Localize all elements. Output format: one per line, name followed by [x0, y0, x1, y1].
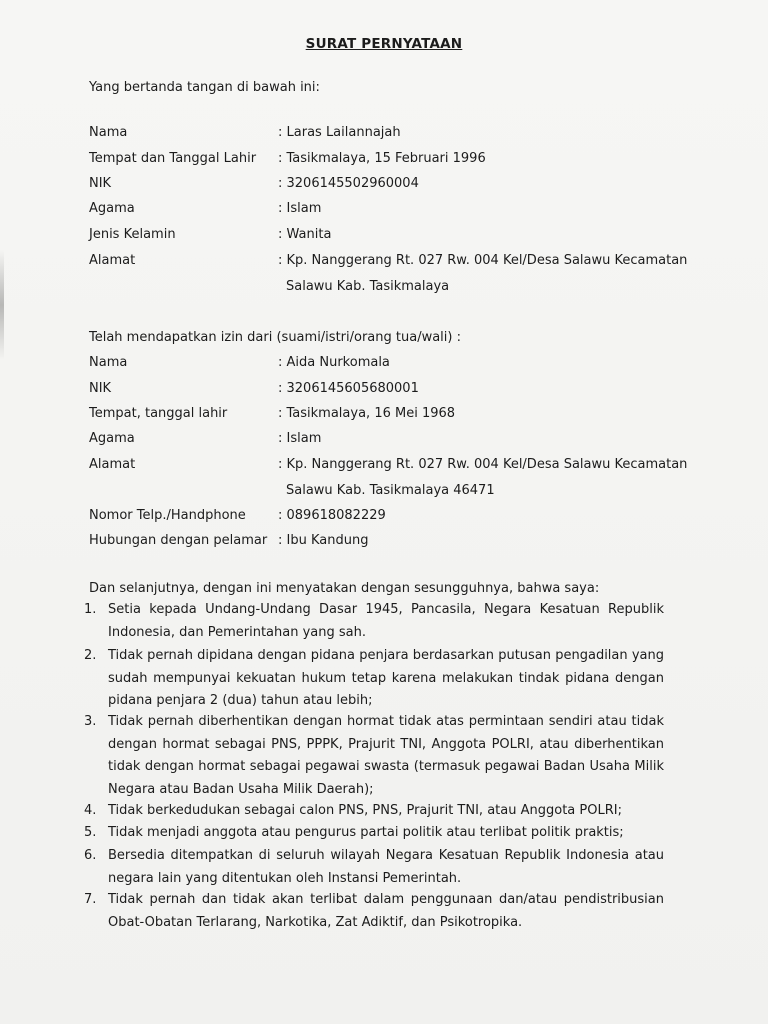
field-value: : Wanita [278, 227, 332, 242]
statement-text: Setia kepada Undang-Undang Dasar 1945, Pancasila, Negara Kesatuan Republik Indonesia, dan Pemerintahan yang sah. [108, 602, 664, 640]
field-value: : Laras Lailannajah [278, 125, 401, 140]
field-label: Tempat, tanggal lahir [89, 406, 228, 421]
applicant-nik-row [89, 176, 729, 196]
applicant-gender-row [89, 227, 729, 247]
field-label: NIK [89, 176, 112, 191]
field-label: Agama [89, 431, 135, 446]
statement-text: Tidak pernah dipidana dengan pidana penjara berdasarkan putusan pengadilan yang sudah mempunyai kekuatan hukum tetap karena melakukan tindak pidana dengan pidana penjara 2 (dua) tahun atau lebih; [108, 648, 664, 708]
statement-number: 1. [84, 602, 97, 617]
field-value: : Tasikmalaya, 16 Mei 1968 [278, 406, 456, 421]
guardian-name-row [89, 355, 729, 375]
statement-text: Tidak pernah diberhentikan dengan hormat tidak atas permintaan sendiri atau tidak dengan hormat sebagai PNS, PPPK, Prajurit TNI, Anggota POLRI, atau diberhentikan tidak dengan hormat sebagai pegawai swasta (termasuk pegawai Badan Usaha Milik Negara atau Badan Usaha Milik Daerah); [108, 714, 664, 797]
permission-intro: Telah mendapatkan izin dari (suami/istri/orang tua/wali) : [89, 330, 461, 345]
guardian-address-row [89, 457, 729, 505]
field-value: : 3206145502960004 [278, 176, 419, 191]
statement-text: Tidak menjadi anggota atau pengurus partai politik atau terlibat politik praktis; [108, 825, 624, 840]
field-label: Hubungan dengan pelamar [89, 533, 268, 548]
statement-number: 4. [84, 803, 97, 818]
field-value: : Kp. Nanggerang Rt. 027 Rw. 004 Kel/Desa Salawu Kecamatan [278, 457, 688, 472]
statement-number: 7. [84, 892, 97, 907]
field-label: NIK [89, 381, 112, 396]
guardian-phone-row [89, 508, 729, 528]
guardian-nik-row [89, 381, 729, 401]
field-label: Jenis Kelamin [89, 227, 176, 242]
document-title: SURAT PERNYATAAN [305, 36, 463, 52]
guardian-birth-row [89, 406, 729, 426]
field-value: : Kp. Nanggerang Rt. 027 Rw. 004 Kel/Desa Salawu Kecamatan [278, 253, 688, 268]
statement-number: 2. [84, 648, 97, 663]
scan-edge-shadow [0, 250, 4, 360]
field-value: : Islam [278, 201, 322, 216]
statement-number: 6. [84, 848, 97, 863]
applicant-name-row [89, 125, 729, 145]
statement-text: Tidak pernah dan tidak akan terlibat dalam penggunaan dan/atau pendistribusian Obat-Obatan Terlarang, Narkotika, Zat Adiktif, dan Psikotropika. [108, 892, 664, 930]
statement-number: 3. [84, 714, 97, 729]
field-value: : Tasikmalaya, 15 Februari 1996 [278, 151, 486, 166]
applicant-religion-row [89, 201, 729, 221]
field-label: Nama [89, 355, 128, 370]
guardian-relationship-row [89, 533, 729, 553]
field-value: : Ibu Kandung [278, 533, 369, 548]
intro-text: Yang bertanda tangan di bawah ini: [89, 80, 320, 95]
field-label: Alamat [89, 457, 136, 472]
statement-text: Bersedia ditempatkan di seluruh wilayah Negara Kesatuan Republik Indonesia atau negara lain yang ditentukan oleh Instansi Pemerintah. [108, 848, 664, 886]
field-value: : Islam [278, 431, 322, 446]
guardian-religion-row [89, 431, 729, 451]
field-value: : 3206145605680001 [278, 381, 419, 396]
statement-text: Tidak berkedudukan sebagai calon PNS, PNS, Prajurit TNI, atau Anggota POLRI; [108, 803, 622, 818]
statement-number: 5. [84, 825, 97, 840]
applicant-address-row [89, 253, 729, 301]
field-value-continued: Salawu Kab. Tasikmalaya [286, 279, 450, 294]
field-value: : Aida Nurkomala [278, 355, 390, 370]
field-label: Nomor Telp./Handphone [89, 508, 246, 523]
field-label: Tempat dan Tanggal Lahir [89, 151, 257, 166]
field-value: : 089618082229 [278, 508, 386, 523]
field-label: Nama [89, 125, 128, 140]
field-label: Alamat [89, 253, 136, 268]
field-label: Agama [89, 201, 135, 216]
statement-intro: Dan selanjutnya, dengan ini menyatakan dengan sesungguhnya, bahwa saya: [89, 581, 600, 596]
field-value-continued: Salawu Kab. Tasikmalaya 46471 [286, 483, 495, 498]
applicant-birth-row [89, 151, 729, 171]
